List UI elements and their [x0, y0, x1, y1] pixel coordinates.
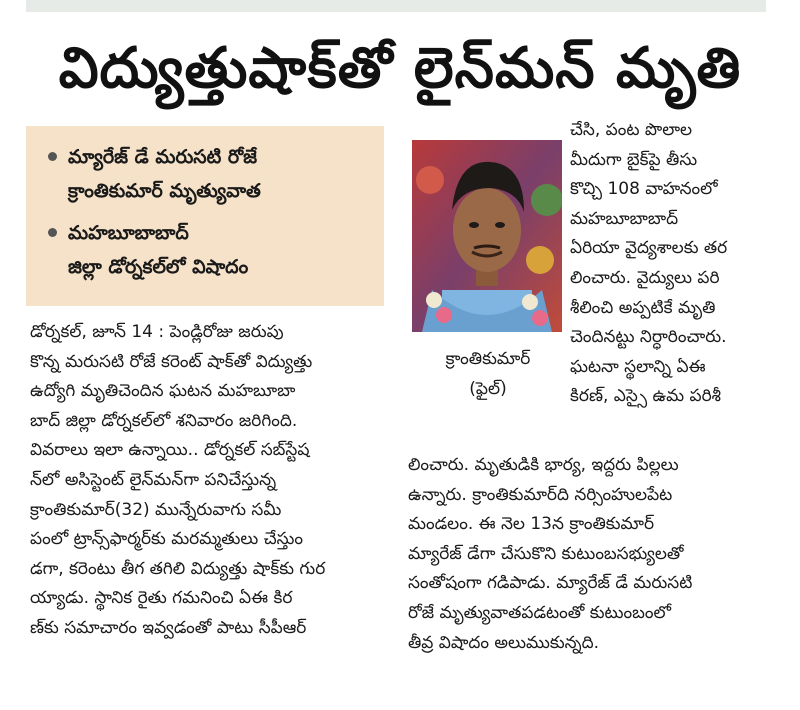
article-line: మండలం. ఈ నెల 13న క్రాంతికుమార్ [408, 514, 655, 535]
top-strip [26, 0, 766, 12]
article-line: కొచ్చి 108 వాహనంలో [570, 179, 718, 200]
highlight-line: క్రాంతికుమార్ మృత్యువాత [68, 180, 261, 202]
article-line: తీవ్ర విషాదం అలుముకున్నది. [408, 632, 599, 653]
article-line: ణ్‌కు సమాచారం ఇవ్వడంతో పాటు సీపీఆర్ [30, 617, 307, 638]
article-line: య్యాడు. స్థానిక రైతు గమనించి ఏఈ కిర [30, 588, 293, 609]
article-line: కొన్న మరుసటి రోజే కరెంట్ షాక్‌తో విద్యుత్తు [30, 351, 313, 372]
article-line: చెందినట్టు నిర్ధారించారు. [570, 327, 727, 348]
highlights-box [26, 126, 384, 306]
article-line: ఘటనా స్థలాన్ని ఏఈ [570, 356, 706, 377]
article-line: డగా, కరెంటు తీగ తగిలి విద్యుత్తు షాక్‌కు గుర [30, 558, 326, 579]
headline: విద్యుత్తుషాక్‌తో లైన్‌మన్ మృతి [58, 36, 742, 101]
article-line: క్రాంతికుమార్(32) మున్నేరువాగు సమీ [30, 499, 282, 520]
highlight-item [48, 140, 372, 208]
highlight-line: మ్యారేజ్ డే మరుసటి రోజే [68, 146, 258, 168]
article-line: వివరాలు ఇలా ఉన్నాయి.. డోర్నకల్ సబ్‌స్టేష [30, 440, 310, 461]
article-line: ఉద్యోగి మృతిచెందిన ఘటన మహబూబా [30, 381, 296, 402]
article-line: మ్యారేజ్ డేగా చేసుకొని కుటుంబసభ్యులతో [408, 543, 684, 564]
bullet-icon [48, 228, 57, 237]
article-line: ఏరియా వైద్యశాలకు తర [570, 238, 728, 259]
article-line: రోజే మృత్యువాతపడటంతో కుటుంబంలో [408, 602, 672, 623]
article-line: బాద్ జిల్లా డోర్నకల్‌లో శనివారం జరిగింది. [30, 410, 298, 431]
article-line: చేసి, పంట పొలాల [570, 120, 693, 140]
article-line: పంలో ట్రాన్స్‌ఫార్మర్‌కు మరమ్మతులు చేస్తుం [30, 529, 304, 550]
article-column-right-bottom [408, 451, 780, 658]
caption-name: క్రాంతికుమార్ [445, 349, 531, 369]
highlight-line: మహబూబాబాద్ [68, 222, 189, 244]
portrait-image [412, 140, 562, 332]
article-line: సంతోషంగా గడిపాడు. మ్యారేజ్ డే మరుసటి [408, 573, 693, 594]
caption-file-label: (ఫైల్) [469, 379, 507, 399]
article-line: ఉన్నారు. క్రాంతికుమార్‌ది నర్సింహులపేట [408, 484, 673, 505]
article-line: మహబూబాబాద్ [570, 208, 679, 229]
article-line: డోర్నకల్, జూన్ 14 : పెండ్లిరోజు జరుపు [30, 322, 284, 342]
article-line: కిరణ్, ఎస్సై ఉమ పరిశీ [570, 386, 722, 407]
photo-caption [408, 344, 568, 404]
article-line: లించారు. వైద్యులు పరి [570, 267, 720, 288]
highlight-item [48, 216, 372, 284]
highlight-line: జిల్లా డోర్నకల్‌లో విషాదం [68, 256, 249, 278]
article-column-left [30, 318, 384, 644]
bullet-icon [48, 152, 57, 161]
article-line: న్‌లో అసిస్టెంట్ లైన్‌మన్‌గా పనిచేస్తున్న [30, 469, 277, 490]
article-line: మీదుగా బైక్‌పై తీసు [570, 149, 698, 170]
article-line: శీలించి అప్పటికే మృతి [570, 297, 716, 318]
article-column-right-top [570, 116, 770, 412]
portrait-photo [412, 140, 562, 332]
article-line: లించారు. మృతుడికి భార్య, ఇద్దరు పిల్లలు [408, 455, 679, 475]
